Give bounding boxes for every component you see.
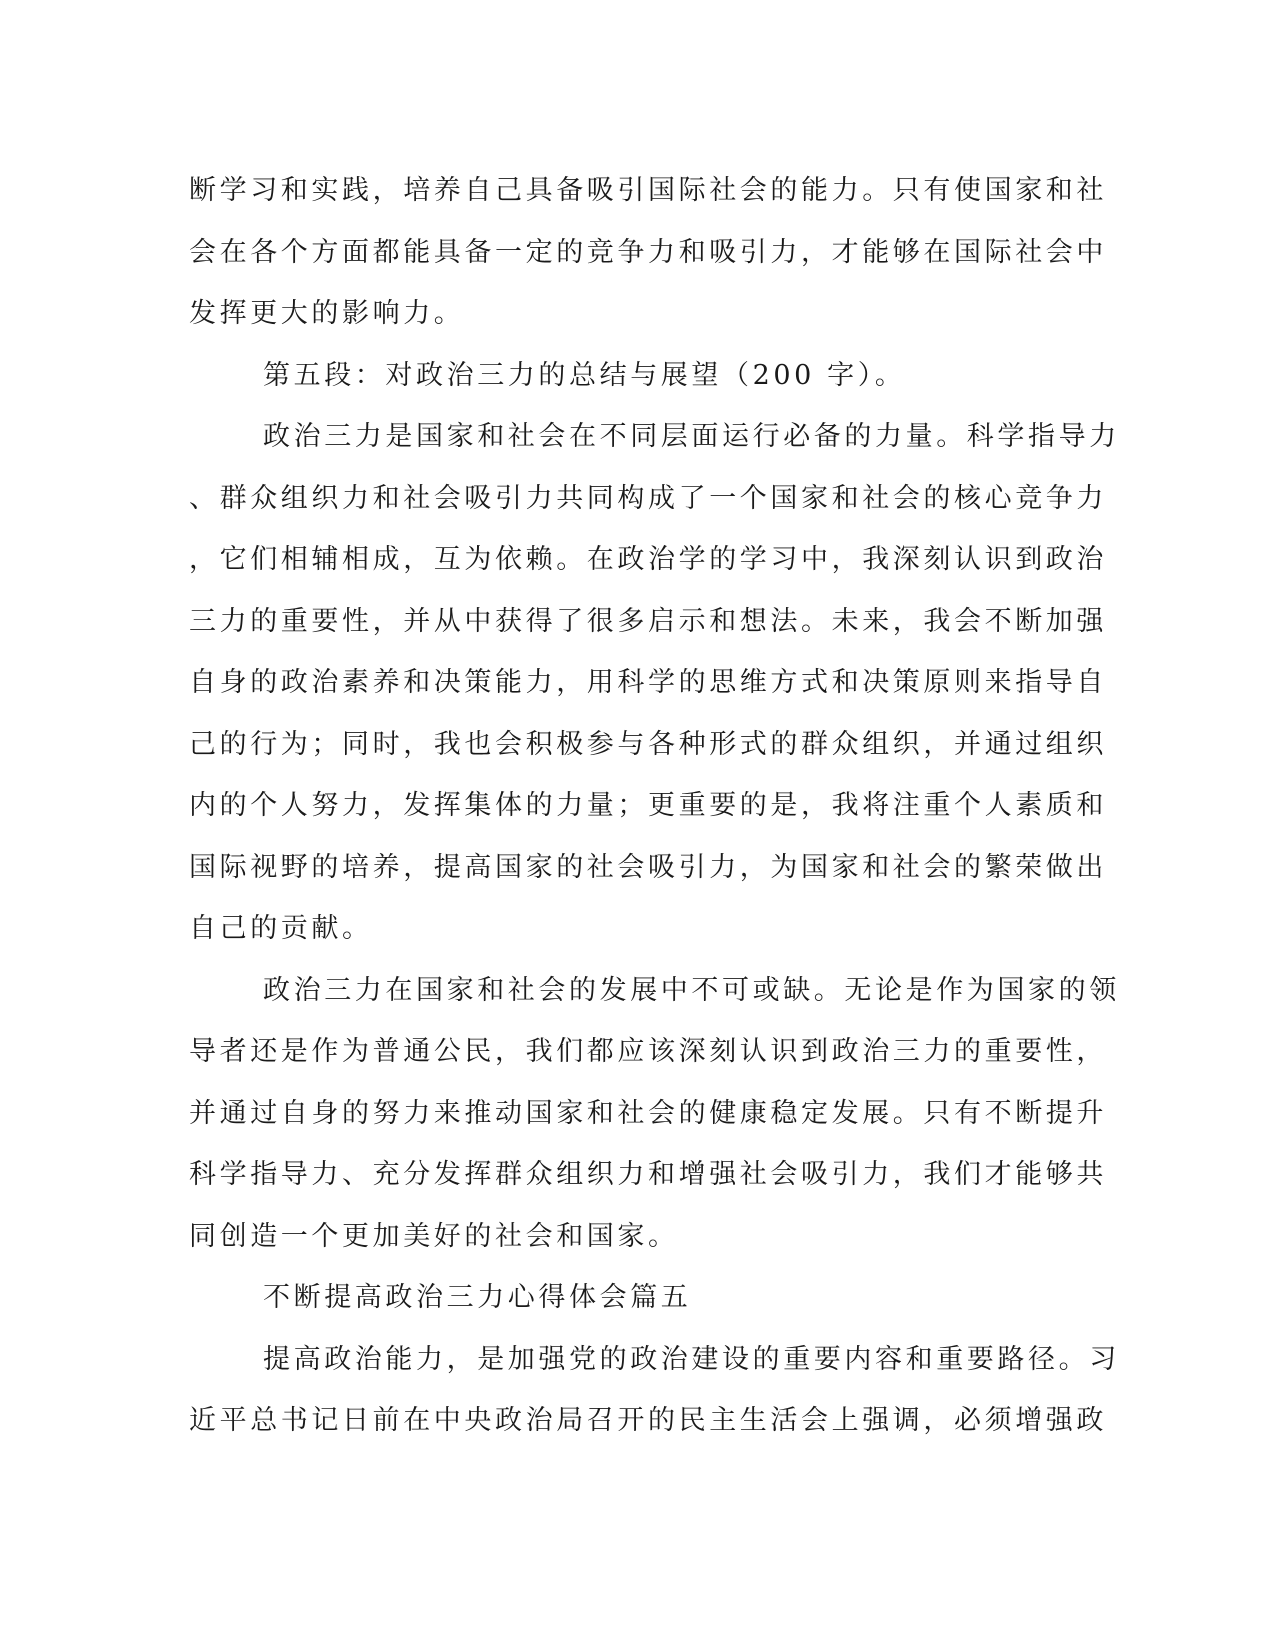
section-heading: 第五段：对政治三力的总结与展望（200 字）。: [263, 359, 906, 391]
text-line: 、群众组织力和社会吸引力共同构成了一个国家和社会的核心竞争力: [189, 482, 1107, 514]
text-line: 政治三力在国家和社会的发展中不可或缺。无论是作为国家的领: [263, 974, 1120, 1006]
article-title: 不断提高政治三力心得体会篇五: [263, 1282, 692, 1313]
text-line: 近平总书记日前在中央政治局召开的民主生活会上强调，必须增强政: [189, 1405, 1107, 1436]
text-line: 导者还是作为普通公民，我们都应该深刻认识到政治三力的重要性，: [189, 1036, 1107, 1067]
text-line: 科学指导力、充分发挥群众组织力和增强社会吸引力，我们才能够共: [189, 1159, 1107, 1190]
text-line: 己的行为；同时，我也会积极参与各种形式的群众组织，并通过组织: [189, 728, 1107, 760]
text-line: 国际视野的培养，提高国家的社会吸引力，为国家和社会的繁荣做出: [189, 851, 1107, 883]
text-line: 并通过自身的努力来推动国家和社会的健康稳定发展。只有不断提升: [189, 1097, 1107, 1129]
text-line: 三力的重要性，并从中获得了很多启示和想法。未来，我会不断加强: [189, 605, 1107, 637]
text-line: 断学习和实践，培养自己具备吸引国际社会的能力。只有使国家和社: [189, 175, 1107, 206]
text-line: ，它们相辅相成，互为依赖。在政治学的学习中，我深刻认识到政治: [189, 544, 1107, 575]
text-line: 提高政治能力，是加强党的政治建设的重要内容和重要路径。习: [263, 1343, 1120, 1375]
text-line: 会在各个方面都能具备一定的竞争力和吸引力，才能够在国际社会中: [189, 236, 1107, 268]
text-line: 政治三力是国家和社会在不同层面运行必备的力量。科学指导力: [263, 421, 1120, 452]
text-line: 自身的政治素养和决策能力，用科学的思维方式和决策原则来指导自: [189, 667, 1107, 698]
text-line: 内的个人努力，发挥集体的力量；更重要的是，我将注重个人素质和: [189, 790, 1107, 821]
text-line: 发挥更大的影响力。: [189, 298, 465, 329]
document-body: [189, 160, 1120, 1452]
text-line: 自己的贡献。: [189, 913, 373, 944]
text-line: 同创造一个更加美好的社会和国家。: [189, 1220, 679, 1252]
